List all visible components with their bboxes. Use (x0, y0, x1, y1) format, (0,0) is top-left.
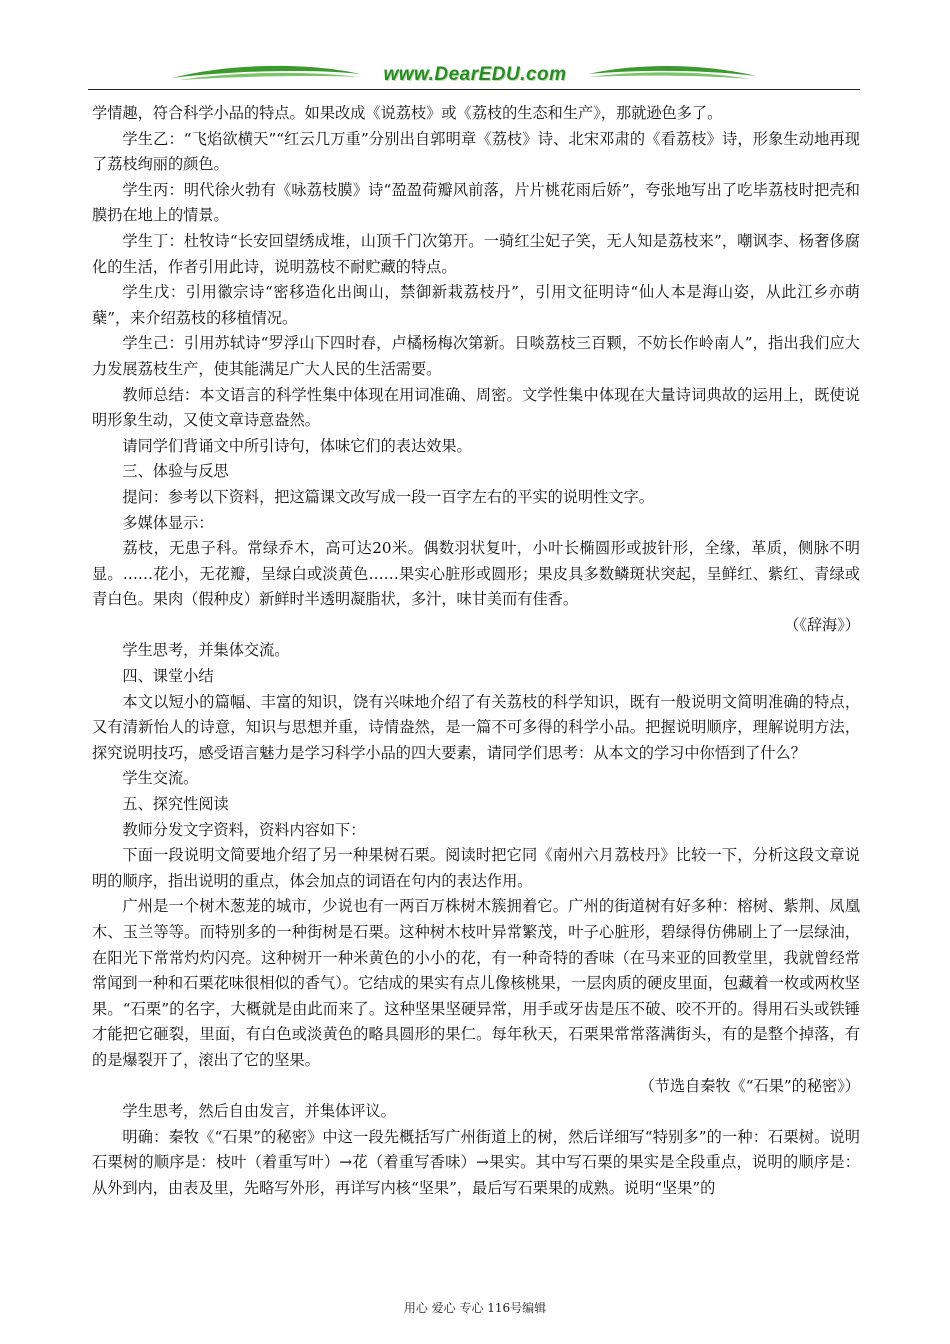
paragraph: 广州是一个树木葱茏的城市，少说也有一两百万株树木簇拥着它。广州的街道树有好多种：榕树、紫荆、凤凰木、玉兰等等。而特别多的一种街树是石栗。这种树木枝叶异常繁茂，叶子心脏形，碧绿得仿佛刷上了一层绿油，在阳光下常常灼灼闪亮。这种树开一种米黄色的小小的花，有一种奇特的香味（在马来亚的回教堂里，我就曾经常常闻到一种和石栗花味很相似的香气）。它结成的果实有点儿像核桃果，一层肉质的硬皮里面，包藏着一枚或两枚坚果。“石栗”的名字，大概就是由此而来了。这种坚果坚硬异常，用手或牙齿是压不破、咬不开的。得用石头或铁锤才能把它砸裂，里面，有白色或淡黄色的略具圆形的果仁。每年秋天，石栗果常常落满街头，有的是整个掉落，有的是爆裂开了，滚出了它的坚果。 (92, 897, 860, 1069)
paragraph: 提问：参考以下资料，把这篇课文改写成一段一百字左右的平实的说明性文字。 (122, 487, 654, 506)
paragraph: 学生丙：明代徐火勃有《咏荔枝膜》诗“盈盈荷瓣风前落，片片桃花雨后娇”，夸张地写出了吃毕荔枝时把壳和膜扔在地上的情景。 (92, 180, 860, 225)
header-divider (88, 89, 860, 90)
paragraph: 四、课堂小结 (122, 667, 214, 686)
source-citation: （节选自秦牧《“石果”的秘密》） (639, 1076, 860, 1095)
paragraph: 学生思考，并集体交流。 (122, 641, 290, 660)
paragraph: 学生交流。 (122, 769, 199, 788)
document-body (92, 101, 860, 1202)
paragraph: 五、探究性阅读 (122, 795, 229, 814)
paragraph: 学情趣，符合科学小品的特点。如果改成《说荔枝》或《荔枝的生态和生产》，那就逊色多了。 (92, 104, 723, 122)
source-citation: （《辞海》） (784, 615, 860, 634)
paragraph: 教师分发文字资料，资料内容如下： (122, 820, 366, 839)
site-logo-text: www.DearEDU.com (383, 64, 567, 85)
paragraph: 学生己：引用苏轼诗“罗浮山下四时春，卢橘杨梅次第新。日啖荔枝三百颗，不妨长作岭南人”，指出我们应大力发展荔枝生产，使其能满足广大人民的生活需要。 (92, 334, 860, 378)
page-footer: 用心 爱心 专心 116号编辑 (403, 1301, 547, 1315)
paragraph: 明确：秦牧《“石果”的秘密》中这一段先概括写广州街道上的树，然后详细写“特别多”的一种：石栗树。说明石栗树的顺序是：枝叶（着重写叶）→花（着重写香味）→果实。其中写石栗的果实是全段重点，说明的顺序是：从外到内，由表及里，先略写外形，再详写内核“坚果”，最后写石栗果的成熟。说明“坚果”的 (92, 1127, 860, 1197)
paragraph: 三、体验与反思 (122, 462, 229, 481)
paragraph: 下面一段说明文简要地介绍了另一种果树石栗。阅读时把它同《南州六月荔枝丹》比较一下，分析这段文章说明的顺序，指出说明的重点，体会加点的词语在句内的表达作用。 (92, 846, 860, 890)
paragraph: 请同学们背诵文中所引诗句，体味它们的表达效果。 (122, 436, 472, 455)
paragraph: 教师总结：本文语言的科学性集中体现在用词准确、周密。文学性集中体现在大量诗词典故的运用上，既使说明形象生动，又使文章诗意盎然。 (92, 385, 860, 430)
paragraph: 多媒体显示： (122, 513, 214, 532)
page-header (88, 56, 860, 92)
paragraph: 学生丁：杜牧诗“长安回望绣成堆，山顶千门次第开。一骑红尘妃子笑，无人知是荔枝来”，嘲讽李、杨奢侈腐化的生活，作者引用此诗，说明荔枝不耐贮藏的特点。 (92, 231, 860, 276)
paragraph: 荔枝，无患子科。常绿乔木，高可达20米。偶数羽状复叶，小叶长椭圆形或披针形，全缘，革质，侧脉不明显。……花小，无花瓣，呈绿白或淡黄色……果实心脏形或圆形；果皮具多数鳞斑状突起，呈鲜红、紫红、青绿或青白色。果肉（假种皮）新鲜时半透明凝脂状，多汁，味甘美而有佳香。 (92, 539, 860, 609)
paragraph: 本文以短小的篇幅、丰富的知识，饶有兴味地介绍了有关荔枝的科学知识，既有一般说明文简明准确的特点，又有清新怡人的诗意，知识与思想并重，诗情盎然，是一篇不可多得的科学小品。把握说明顺序，理解说明方法，探究说明技巧，感受语言魅力是学习科学小品的四大要素，请同学们思考：从本文的学习中你悟到了什么？ (92, 692, 860, 762)
paragraph: 学生思考，然后自由发言，并集体评议。 (122, 1102, 396, 1121)
paragraph: 学生乙：“飞焰欲横天”“红云几万重”分别出自郭明章《荔枝》诗、北宋邓肃的《看荔枝》诗，形象生动地再现了荔枝绚丽的颜色。 (92, 129, 860, 174)
paragraph: 学生戊：引用徽宗诗“密移造化出闽山，禁御新栽荔枝丹”，引用文征明诗“仙人本是海山姿，从此江乡亦萌蘖”，来介绍荔枝的移植情况。 (92, 283, 860, 327)
